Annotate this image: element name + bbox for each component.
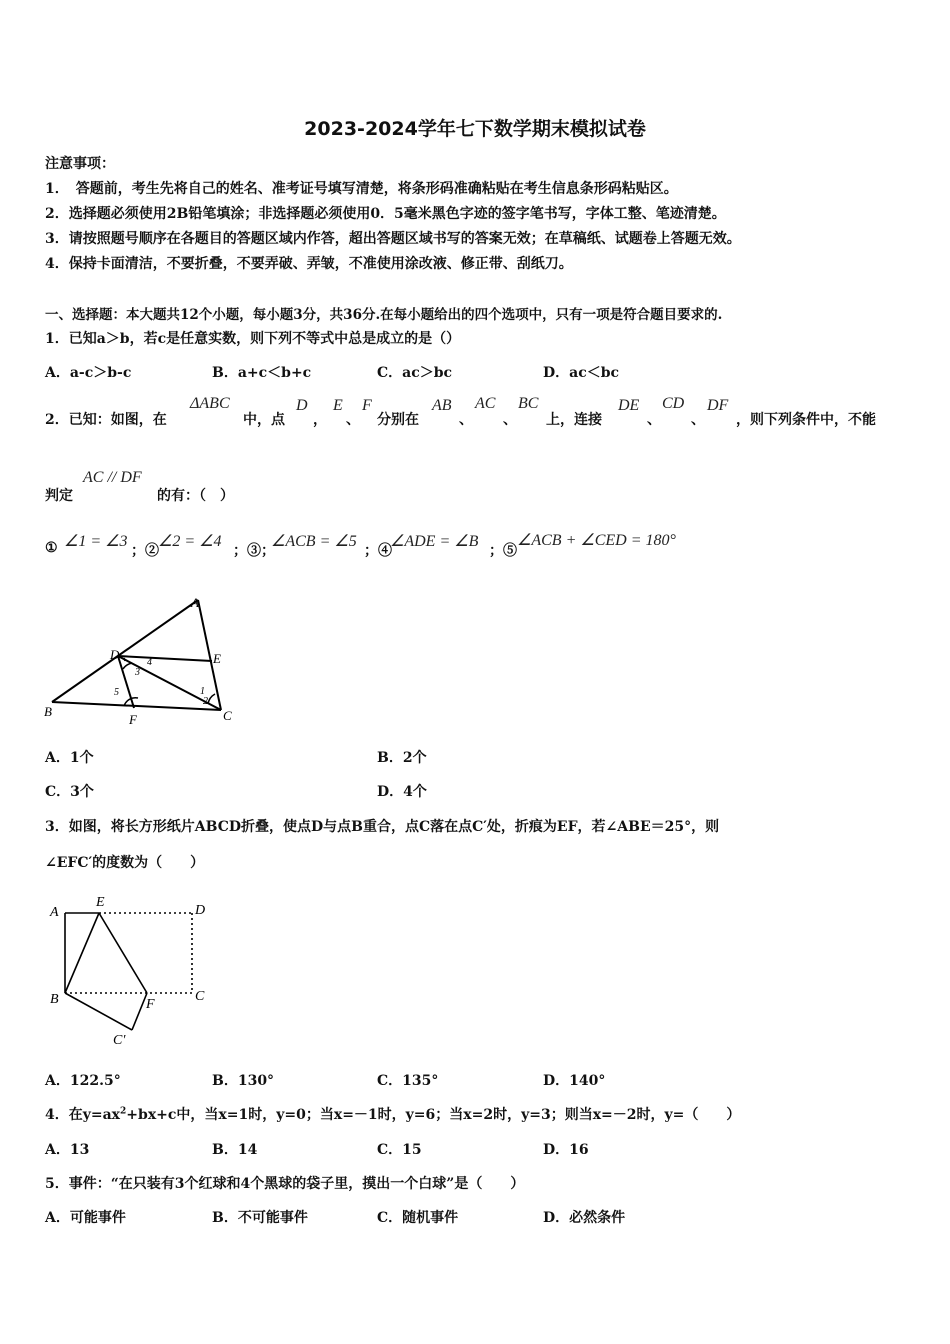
- q2-cond-1: ∠1 = ∠3: [64, 533, 128, 550]
- fig-label-d: D: [110, 647, 120, 662]
- q2-cond-5: ∠ACB + ∠CED = 180°: [517, 532, 676, 549]
- q2-triangle-figure: [40, 592, 240, 732]
- q1-option-c: C．ac＞bc: [377, 365, 453, 381]
- q3-rectangle-figure: [44, 890, 224, 1050]
- fig-label-f: F: [129, 712, 137, 727]
- fig-label-a: A: [191, 595, 199, 610]
- fig3-label-a: A: [50, 905, 59, 920]
- q3-option-a: A．122.5°: [45, 1073, 121, 1089]
- q2-math-ac: AC: [475, 395, 496, 412]
- q4-stem-post: +bx+c中，当x=1时，y=0；当x=－1时，y=6；当x=2时，y=3；则当x=－2时，y=（ ）: [126, 1107, 741, 1123]
- q3-stem-line2: ∠EFC′的度数为（ ）: [45, 855, 205, 871]
- q2-cond-label: ；⑤: [489, 543, 517, 559]
- q2-math-df: DF: [707, 397, 729, 414]
- q2-cond-label: ；②: [131, 543, 159, 559]
- q5-option-d: D．必然条件: [543, 1210, 626, 1226]
- q2-text: 的有：（ ）: [157, 488, 234, 504]
- q3-option-d: D．140°: [543, 1073, 606, 1089]
- q3-stem-line1: 3．如图，将长方形纸片ABCD折叠，使点D与点B重合，点C落在点C′处，折痕为EF，若∠ABE＝25°，则: [45, 819, 720, 835]
- fig-label-c: C: [223, 708, 232, 723]
- q4-stem: [45, 1104, 740, 1124]
- q2-math-cd: CD: [662, 395, 685, 412]
- q2-math-f: F: [362, 397, 372, 414]
- q2-cond-label: ；③；: [233, 543, 275, 559]
- q2-cond-3: ∠ACB = ∠5: [271, 533, 357, 550]
- q2-text: 、: [691, 412, 705, 428]
- q3-option-b: B．130°: [212, 1073, 275, 1089]
- q2-math-e: E: [333, 397, 343, 414]
- q2-text: 、: [346, 412, 360, 428]
- q2-text: 2．已知：如图，在: [45, 412, 167, 428]
- q1-option-b: B．a+c＜b+c: [212, 365, 312, 381]
- q5-option-a: A．可能事件: [45, 1210, 126, 1226]
- notice-heading: 注意事项：: [45, 156, 115, 172]
- q2-text: 、: [459, 412, 473, 428]
- q2-math-de: DE: [618, 397, 640, 414]
- q5-stem: 5．事件：“在只装有3个红球和4个黑球的袋子里，摸出一个白球”是（ ）: [45, 1176, 525, 1192]
- notice-item: 1． 答题前，考生先将自己的姓名、准考证号填写清楚，将条形码准确粘贴在考生信息条形码粘贴区。: [45, 181, 678, 197]
- q4-option-d: D．16: [543, 1142, 589, 1158]
- q4-option-b: B．14: [212, 1142, 258, 1158]
- q3-option-c: C．135°: [377, 1073, 439, 1089]
- q2-math-triangle: ΔABC: [190, 395, 230, 412]
- fig3-label-cprime: C′: [113, 1033, 126, 1048]
- q2-text: 上，连接: [546, 412, 602, 428]
- notice-item: 4．保持卡面清洁，不要折叠，不要弄破、弄皱，不准使用涂改液、修正带、刮纸刀。: [45, 256, 573, 272]
- q2-math-d: D: [296, 397, 308, 414]
- q2-math-ab: AB: [432, 397, 452, 414]
- q4-stem-pre: 4．在y=ax: [45, 1107, 121, 1123]
- q2-text: 、: [503, 412, 517, 428]
- fig-label-1: 1: [200, 686, 205, 697]
- q2-text: 判定: [45, 488, 73, 504]
- q2-text: 分别在: [377, 412, 419, 428]
- q2-option-d: D．4个: [377, 784, 427, 800]
- section-heading: 一、选择题：本大题共12个小题，每小题3分，共36分.在每小题给出的四个选项中，只有一项是符合题目要求的.: [45, 307, 723, 323]
- fig3-label-f: F: [146, 997, 155, 1012]
- notice-item: 2．选择题必须使用2B铅笔填涂；非选择题必须使用0．5毫米黑色字迹的签字笔书写，字体工整、笔迹清楚。: [45, 206, 726, 222]
- q2-cond-label: ①: [45, 540, 58, 556]
- q2-text: 、: [647, 412, 661, 428]
- notice-item: 3．请按照题号顺序在各题目的答题区域内作答，超出答题区域书写的答案无效；在草稿纸、试题卷上答题无效。: [45, 231, 741, 247]
- q4-exponent: 2: [120, 1106, 127, 1117]
- q2-option-b: B．2个: [377, 750, 427, 766]
- fig-label-3: 3: [135, 667, 140, 678]
- q2-cond-4: ∠ADE = ∠B: [390, 533, 479, 550]
- fig-label-b: B: [44, 704, 52, 719]
- fig-label-e: E: [213, 651, 221, 666]
- fig3-label-c: C: [195, 989, 205, 1004]
- q5-option-c: C．随机事件: [377, 1210, 459, 1226]
- fig3-label-e: E: [96, 895, 105, 910]
- q2-math-bc: BC: [518, 395, 539, 412]
- fig-label-5: 5: [114, 687, 119, 698]
- q4-option-a: A．13: [45, 1142, 90, 1158]
- fig-label-4: 4: [147, 657, 152, 668]
- q1-option-a: A．a-c＞b-c: [45, 365, 132, 381]
- q2-option-c: C．3个: [45, 784, 94, 800]
- page-title: 2023-2024学年七下数学期末模拟试卷: [304, 118, 646, 140]
- q2-math-parallel: AC // DF: [83, 469, 142, 486]
- q2-cond-2: ∠2 = ∠4: [158, 533, 222, 550]
- q2-text: 中，点: [243, 412, 285, 428]
- q1-stem: 1．已知a＞b，若c是任意实数，则下列不等式中总是成立的是（）: [45, 331, 461, 347]
- q2-text: ，: [313, 412, 327, 428]
- fig3-label-d: D: [195, 903, 206, 918]
- q2-cond-label: ；④: [364, 543, 392, 559]
- q4-option-c: C．15: [377, 1142, 422, 1158]
- q2-option-a: A．1个: [45, 750, 94, 766]
- q1-option-d: D．ac＜bc: [543, 365, 620, 381]
- q2-text: ，则下列条件中，不能: [736, 412, 876, 428]
- q5-option-b: B．不可能事件: [212, 1210, 308, 1226]
- fig-label-2: 2: [203, 696, 208, 707]
- fig3-label-b: B: [50, 992, 59, 1007]
